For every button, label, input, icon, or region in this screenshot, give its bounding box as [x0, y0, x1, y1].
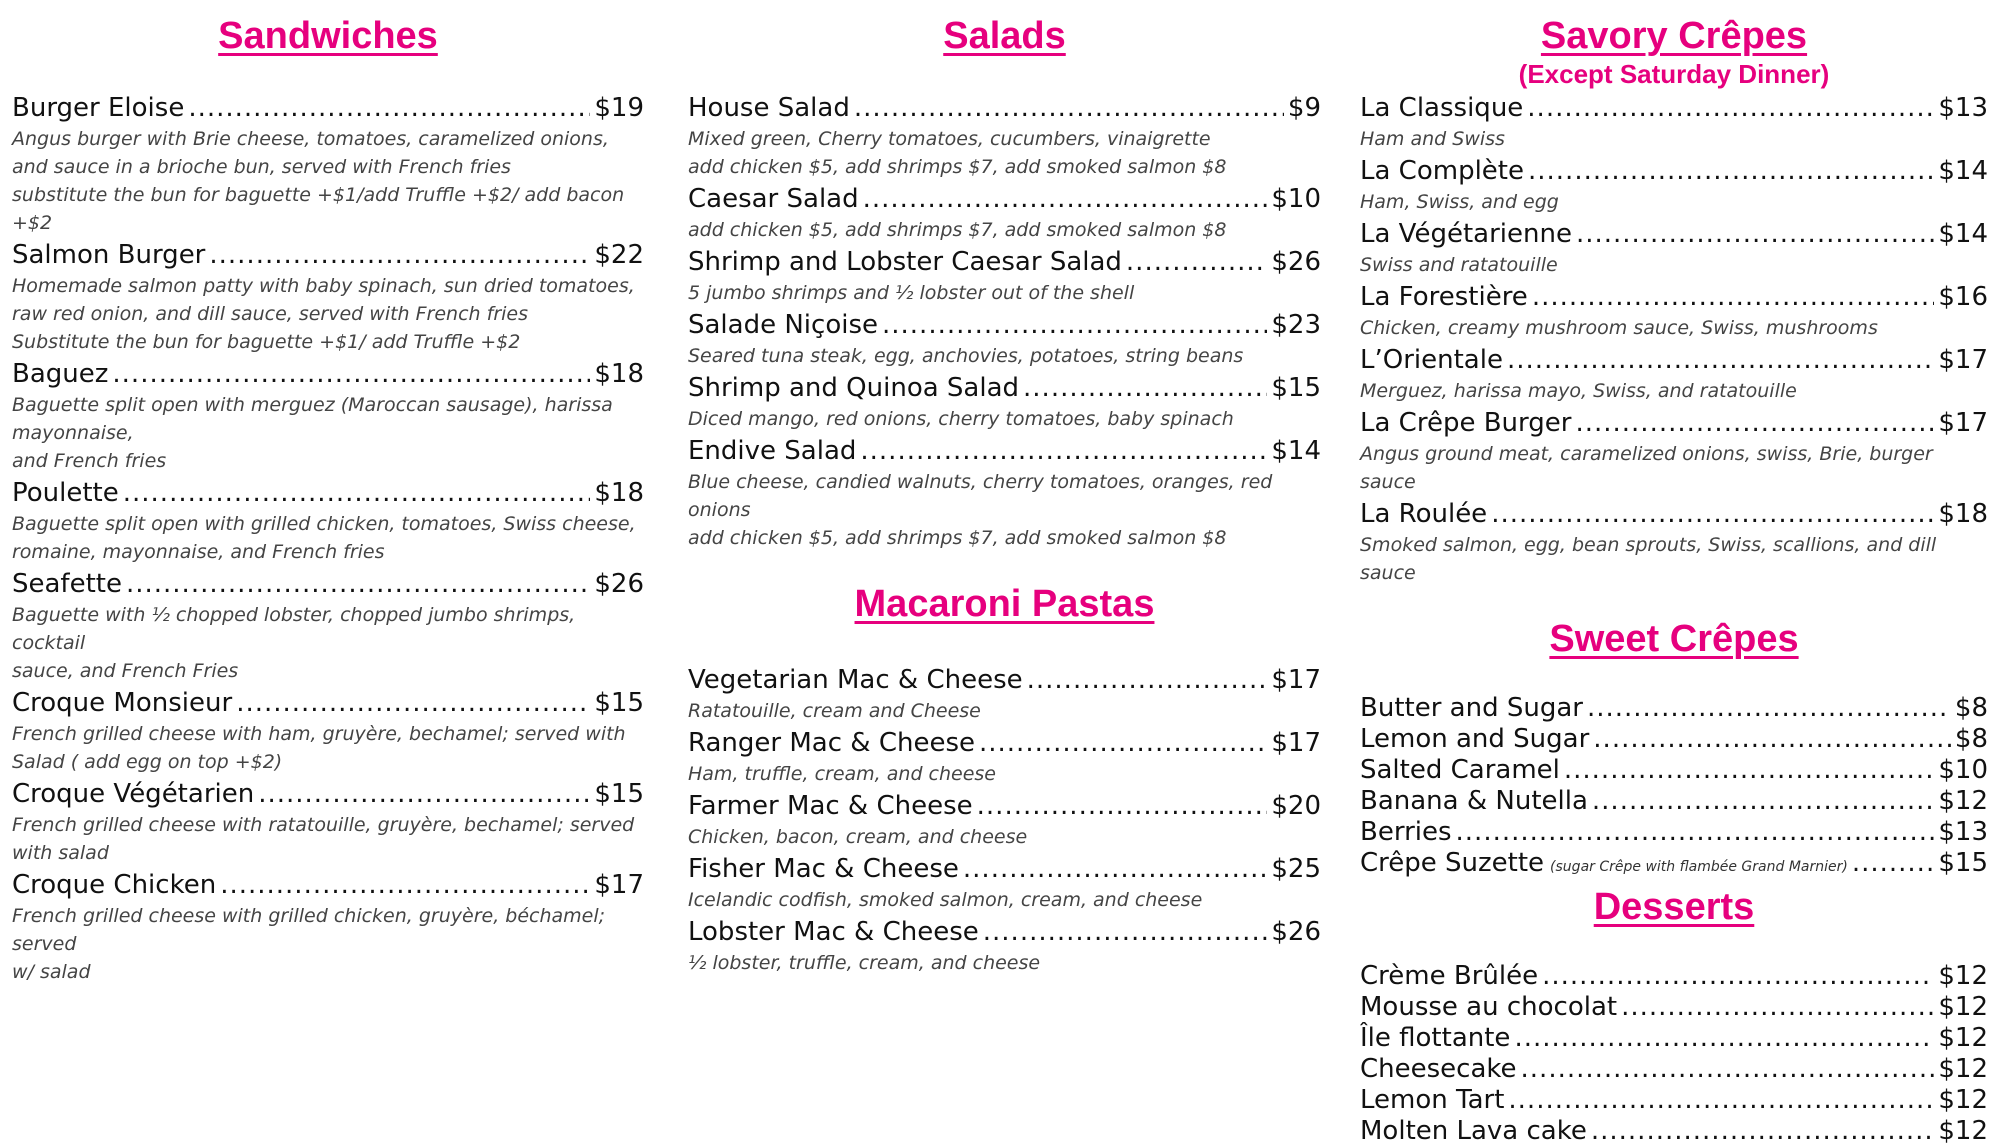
menu-item [12, 869, 644, 986]
dot-leader [1591, 1116, 1935, 1147]
menu-item-price: $26 [594, 569, 644, 599]
menu-item-row [1360, 407, 1988, 440]
pastas-heading: Macaroni Pastas [854, 583, 1155, 625]
menu-item-description: with salad [12, 842, 109, 864]
menu-item-row [688, 664, 1321, 697]
menu-item-row [1360, 1023, 1988, 1054]
menu-item-row [688, 790, 1321, 823]
menu-item [1360, 755, 1988, 786]
menu-item-row [12, 568, 644, 601]
menu-item-name: Salmon Burger [12, 240, 206, 270]
menu-item-description: Blue cheese, candied walnuts, cherry tomatoes, oranges, red onions [688, 471, 1273, 521]
menu-item-name: La Complète [1360, 156, 1524, 186]
menu-item [688, 664, 1321, 725]
menu-item-description: Substitute the bun for baguette +$1/ add Truffle +$2 [12, 331, 521, 353]
pastas-list [688, 664, 1321, 977]
menu-item-description: French grilled cheese with ratatouille, gruyère, bechamel; served [12, 814, 635, 836]
menu-item-name: Banana & Nutella [1360, 786, 1588, 816]
menu-item-row [1360, 961, 1988, 992]
menu-item-description: w/ salad [12, 961, 91, 983]
menu-item-name: Caesar Salad [688, 184, 859, 214]
dot-leader [236, 687, 590, 720]
menu-item-price: $12 [1938, 992, 1988, 1022]
menu-item-price: $19 [594, 93, 644, 123]
dot-leader [188, 92, 590, 125]
menu-item-row [12, 92, 644, 125]
menu-item [1360, 281, 1988, 342]
menu-item-row [12, 869, 644, 902]
menu-item-price: $12 [1938, 1054, 1988, 1084]
menu-item-row [1360, 281, 1988, 314]
menu-item-description: Diced mango, red onions, cherry tomatoes, baby spinach [688, 408, 1234, 430]
sweet-crepes-heading: Sweet Crêpes [1549, 618, 1799, 660]
menu-item [688, 727, 1321, 788]
menu-item-row [688, 372, 1321, 405]
menu-item-name: La Crêpe Burger [1360, 408, 1572, 438]
menu-item-row [688, 92, 1321, 125]
dot-leader [882, 309, 1267, 342]
menu-item-name: Ranger Mac & Cheese [688, 728, 975, 758]
menu-item-name: La Forestière [1360, 282, 1528, 312]
menu-item-name: Mousse au chocolat [1360, 992, 1618, 1022]
sandwiches-heading: Sandwiches [218, 15, 438, 57]
menu-item-row [688, 183, 1321, 216]
menu-item [688, 435, 1321, 552]
dot-leader [963, 853, 1267, 886]
menu-item-description: and sauce in a brioche bun, served with French fries [12, 156, 511, 178]
menu-item-name: Croque Monsieur [12, 688, 233, 718]
menu-item [1360, 992, 1988, 1023]
menu-item-name: Cheesecake [1360, 1054, 1517, 1084]
menu-item-price: $15 [594, 688, 644, 718]
dot-leader [1027, 664, 1268, 697]
menu-item-name: La Végétarienne [1360, 219, 1572, 249]
menu-item-description: and French fries [12, 450, 167, 472]
menu-item-description: Ratatouille, cream and Cheese [688, 700, 981, 722]
menu-item-row [1360, 848, 1988, 883]
menu-item-name: Lobster Mac & Cheese [688, 917, 979, 947]
menu-item-price: $12 [1938, 961, 1988, 991]
menu-item-price: $26 [1271, 917, 1321, 947]
menu-item-price: $20 [1271, 791, 1321, 821]
desserts-list [1360, 961, 1988, 1147]
menu-item-description: French grilled cheese with ham, gruyère, bechamel; served with [12, 723, 626, 745]
menu-item [12, 239, 644, 356]
menu-item-price: $13 [1938, 817, 1988, 847]
menu-item-price: $10 [1938, 755, 1988, 785]
menu-item [12, 477, 644, 566]
dot-leader [983, 916, 1268, 949]
menu-item-description: Merguez, harissa mayo, Swiss, and ratatouille [1360, 380, 1797, 402]
menu-item-price: $15 [1271, 373, 1321, 403]
menu-item-row [1360, 1116, 1988, 1147]
savory-crepes-list [1360, 92, 1988, 587]
menu-item [1360, 218, 1988, 279]
menu-item-row [1360, 218, 1988, 251]
savory-crepes-heading: Savory Crêpes [1540, 15, 1808, 57]
menu-item [688, 246, 1321, 307]
menu-item-price: $23 [1271, 310, 1321, 340]
menu-item-row [688, 853, 1321, 886]
menu-item [1360, 498, 1988, 587]
menu-item-name: Poulette [12, 478, 119, 508]
menu-item-name: Croque Végétarien [12, 779, 255, 809]
menu-item-description: substitute the bun for baguette +$1/add Truffle +$2/ add bacon +$2 [12, 184, 625, 234]
menu-item-description: Baguette split open with merguez (Maroccan sausage), harissa [12, 394, 613, 416]
menu-item-description: add chicken $5, add shrimps $7, add smoked salmon $8 [688, 219, 1227, 241]
menu-item-description: Ham, Swiss, and egg [1360, 191, 1559, 213]
menu-item-description: Seared tuna steak, egg, anchovies, potatoes, string beans [688, 345, 1244, 367]
desserts-heading: Desserts [1593, 886, 1755, 928]
menu-item [1360, 693, 1988, 724]
menu-item-description: mayonnaise, [12, 422, 134, 444]
dot-leader [1126, 246, 1267, 279]
dot-leader [220, 869, 590, 902]
menu-item-description: sauce, and French Fries [12, 660, 239, 682]
menu-item-name: Burger Eloise [12, 93, 185, 123]
menu-item-row [688, 309, 1321, 342]
menu-item-price: $26 [1271, 247, 1321, 277]
menu-item-name: Fisher Mac & Cheese [688, 854, 959, 884]
menu-item [1360, 1023, 1988, 1054]
menu-item [1360, 786, 1988, 817]
dot-leader [977, 790, 1268, 823]
menu-item-name: Crêpe Suzette [1360, 848, 1545, 878]
dot-leader [1564, 755, 1934, 786]
menu-item-description: ½ lobster, truffle, cream, and cheese [688, 952, 1041, 974]
menu-item-description: Baguette split open with grilled chicken, tomatoes, Swiss cheese, [12, 513, 636, 535]
menu-item-price: $17 [1271, 665, 1321, 695]
menu-item [688, 916, 1321, 977]
menu-item-description: Icelandic codfish, smoked salmon, cream, and cheese [688, 889, 1203, 911]
menu-item-name: La Roulée [1360, 499, 1488, 529]
menu-item [688, 853, 1321, 914]
dot-leader [1508, 1085, 1934, 1116]
dot-leader [1542, 961, 1934, 992]
menu-item-price: $22 [594, 240, 644, 270]
menu-item-price: $18 [1938, 499, 1988, 529]
menu-item [1360, 848, 1988, 883]
menu-item-note: (sugar Crêpe with flambée Grand Marnier) [1550, 859, 1848, 875]
menu-item-name: L’Orientale [1360, 345, 1503, 375]
menu-item-price: $18 [594, 359, 644, 389]
menu-item-name: Salted Caramel [1360, 755, 1560, 785]
sandwiches-list [12, 92, 644, 986]
dot-leader [1023, 372, 1267, 405]
menu-item [12, 358, 644, 475]
menu-item-name: Seafette [12, 569, 122, 599]
menu-item-name: Butter and Sugar [1360, 693, 1583, 723]
menu-item-name: Île flottante [1360, 1023, 1511, 1053]
salads-heading: Salads [943, 15, 1066, 57]
menu-item-row [688, 916, 1321, 949]
menu-item [1360, 817, 1988, 848]
menu-item-name: Berries [1360, 817, 1452, 847]
dot-leader [1527, 92, 1934, 125]
menu-item [12, 778, 644, 867]
menu-item-name: Baguez [12, 359, 109, 389]
menu-item-row [1360, 817, 1988, 848]
menu-item-name: House Salad [688, 93, 850, 123]
menu-item [1360, 1085, 1988, 1116]
menu-item-name: Molten Lava cake [1360, 1116, 1587, 1146]
dot-leader [1576, 218, 1934, 251]
menu-item [1360, 1116, 1988, 1147]
menu-item-row [12, 778, 644, 811]
menu-item-name: Endive Salad [688, 436, 857, 466]
menu-item-row [1360, 724, 1988, 755]
menu-item-name: Vegetarian Mac & Cheese [688, 665, 1023, 695]
dot-leader [1575, 407, 1934, 440]
menu-item [12, 687, 644, 776]
menu-item [1360, 344, 1988, 405]
menu-item-price: $17 [1938, 408, 1988, 438]
menu-item-row [12, 687, 644, 720]
menu-item-description: add chicken $5, add shrimps $7, add smoked salmon $8 [688, 527, 1227, 549]
menu-item [1360, 724, 1988, 755]
dot-leader [1587, 693, 1951, 724]
menu-item-description: raw red onion, and dill sauce, served with French fries [12, 303, 528, 325]
menu-item [1360, 961, 1988, 992]
menu-item [688, 790, 1321, 851]
menu-item-name: Shrimp and Lobster Caesar Salad [688, 247, 1122, 277]
menu-item-description: Chicken, creamy mushroom sauce, Swiss, mushrooms [1360, 317, 1878, 339]
salads-list [688, 92, 1321, 552]
menu-item-description: Swiss and ratatouille [1360, 254, 1558, 276]
menu-item-row [1360, 786, 1988, 817]
menu-item-price: $12 [1938, 786, 1988, 816]
menu-item-row [12, 239, 644, 272]
dot-leader [1521, 1054, 1935, 1085]
menu-item-row [1360, 92, 1988, 125]
menu-item-row [688, 435, 1321, 468]
menu-item-row [1360, 1054, 1988, 1085]
dot-leader [1514, 1023, 1934, 1054]
menu-item-description: Angus ground meat, caramelized onions, swiss, Brie, burger sauce [1360, 443, 1933, 493]
menu-item-row [1360, 498, 1988, 531]
dot-leader [1507, 344, 1934, 377]
menu-item-description: Mixed green, Cherry tomatoes, cucumbers, vinaigrette [688, 128, 1211, 150]
dot-leader [854, 92, 1284, 125]
savory-crepes-subtitle: (Except Saturday Dinner) [1518, 59, 1830, 89]
menu-item-price: $10 [1271, 184, 1321, 214]
menu-item-row [1360, 693, 1988, 724]
menu-item-price: $14 [1271, 436, 1321, 466]
menu-item [688, 92, 1321, 181]
dot-leader [1456, 817, 1935, 848]
dot-leader [1852, 848, 1935, 879]
menu-item [1360, 155, 1988, 216]
menu-item-description: Chicken, bacon, cream, and cheese [688, 826, 1028, 848]
menu-item-row [688, 727, 1321, 760]
menu-item [688, 309, 1321, 370]
menu-item-description: Baguette with ½ chopped lobster, chopped jumbo shrimps, cocktail [12, 604, 576, 654]
menu-item-name: La Classique [1360, 93, 1524, 123]
dot-leader [860, 435, 1267, 468]
menu-item-description: Ham and Swiss [1360, 128, 1505, 150]
menu-item-price: $17 [1271, 728, 1321, 758]
menu-item-price: $8 [1954, 724, 1988, 754]
dot-leader [863, 183, 1268, 216]
menu-item [1360, 1054, 1988, 1085]
menu-item-price: $12 [1938, 1116, 1988, 1146]
menu-item-description: 5 jumbo shrimps and ½ lobster out of the shell [688, 282, 1135, 304]
dot-leader [1593, 724, 1951, 755]
menu-item-name: Lemon and Sugar [1360, 724, 1590, 754]
dot-leader [1528, 155, 1934, 188]
menu-item-row [12, 358, 644, 391]
menu-item-price: $18 [594, 478, 644, 508]
menu-item-row [688, 246, 1321, 279]
menu-item-description: Smoked salmon, egg, bean sprouts, Swiss, scallions, and dill sauce [1360, 534, 1937, 584]
menu-item-row [1360, 1085, 1988, 1116]
menu-item-price: $14 [1938, 219, 1988, 249]
dot-leader [112, 358, 590, 391]
menu-item-description: Salad ( add egg on top +$2) [12, 751, 283, 773]
dot-leader [258, 778, 590, 811]
dot-leader [979, 727, 1267, 760]
menu-item [12, 568, 644, 685]
menu-item-price: $17 [1938, 345, 1988, 375]
sweet-crepes-list [1360, 693, 1988, 883]
menu-item-price: $13 [1938, 93, 1988, 123]
menu-item [688, 372, 1321, 433]
menu-item-price: $25 [1271, 854, 1321, 884]
menu-item-name: Lemon Tart [1360, 1085, 1505, 1115]
menu-item-row [1360, 992, 1988, 1023]
dot-leader [1532, 281, 1935, 314]
menu-item-description: romaine, mayonnaise, and French fries [12, 541, 385, 563]
menu-item-price: $12 [1938, 1023, 1988, 1053]
dot-leader [126, 568, 590, 601]
menu-item-description: Homemade salmon patty with baby spinach, sun dried tomatoes, [12, 275, 635, 297]
menu-item-price: $12 [1938, 1085, 1988, 1115]
menu-item-description: French grilled cheese with grilled chicken, gruyère, béchamel; served [12, 905, 606, 955]
menu-item-name: Crème Brûlée [1360, 961, 1539, 991]
menu-item-row [12, 477, 644, 510]
menu-item-price: $9 [1287, 93, 1321, 123]
menu-item-name: Farmer Mac & Cheese [688, 791, 973, 821]
menu-item-row [1360, 155, 1988, 188]
menu-item [688, 183, 1321, 244]
menu-item-price: $14 [1938, 156, 1988, 186]
menu-item-name: Shrimp and Quinoa Salad [688, 373, 1020, 403]
menu-item-price: $17 [594, 870, 644, 900]
dot-leader [1491, 498, 1934, 531]
menu-item-price: $15 [594, 779, 644, 809]
menu-item-price: $8 [1954, 693, 1988, 723]
menu-item [12, 92, 644, 237]
menu-item-name: Croque Chicken [12, 870, 217, 900]
salads-pastas-column [688, 0, 1321, 979]
menu-item-description: add chicken $5, add shrimps $7, add smoked salmon $8 [688, 156, 1227, 178]
menu-item-description: Angus burger with Brie cheese, tomatoes, caramelized onions, [12, 128, 609, 150]
dot-leader [209, 239, 590, 272]
dot-leader [1621, 992, 1934, 1023]
menu-item-name: Salade Niçoise [688, 310, 878, 340]
menu-item-row [1360, 755, 1988, 786]
menu-item [1360, 92, 1988, 153]
menu-item-price: $16 [1938, 282, 1988, 312]
dot-leader [1592, 786, 1934, 817]
sandwiches-column [12, 0, 644, 988]
menu-item-price: $15 [1938, 848, 1988, 878]
dot-leader [123, 477, 591, 510]
crepes-desserts-column [1360, 0, 1988, 1147]
menu-item-row [1360, 344, 1988, 377]
menu-item [1360, 407, 1988, 496]
menu-item-description: Ham, truffle, cream, and cheese [688, 763, 996, 785]
